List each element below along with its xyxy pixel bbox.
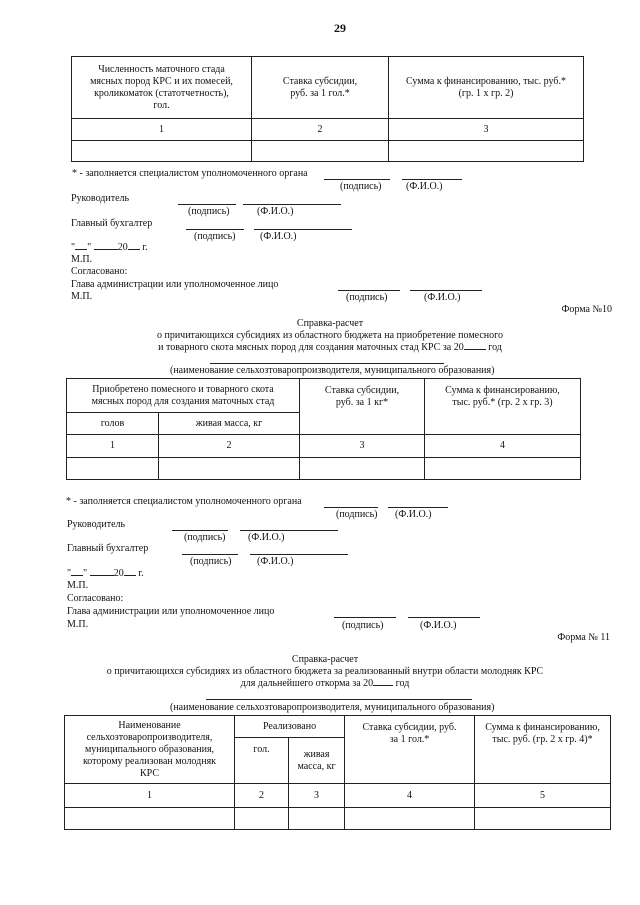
footnote-2: * - заполняется специалистом уполномоченного органа (66, 496, 302, 507)
fio-7: (Ф.И.О.) (257, 556, 294, 567)
fio-2: (Ф.И.О.) (257, 206, 294, 217)
podpis-8: (подпись) (342, 620, 384, 631)
fio-3: (Ф.И.О.) (260, 231, 297, 242)
podpis-4: (подпись) (346, 292, 388, 303)
t1-cell-2[interactable] (252, 141, 389, 162)
f10-colnum-3: 3 (300, 435, 425, 458)
fio-8: (Ф.И.О.) (420, 620, 457, 631)
f11-colnum-1: 1 (65, 784, 235, 808)
form11-label: Форма № 11 (557, 632, 610, 643)
f10-header-massa: живая масса, кг (159, 413, 300, 435)
f10-cell-2[interactable] (159, 458, 300, 480)
f10-cell-4[interactable] (425, 458, 581, 480)
form11-subtitle-1: о причитающихся субсидиях из областного бюджета за реализованный внутри области молодняк КРС (106, 666, 544, 677)
t1-header-summa: Сумма к финансированию, тыс. руб.* (гр. 1 х гр. 2) (389, 57, 584, 119)
podpis-6: (подпись) (184, 532, 226, 543)
form10-label: Форма №10 (561, 304, 612, 315)
t1-colnum-1: 1 (72, 119, 252, 141)
form10-title: Справка-расчет (296, 318, 364, 329)
glava-2: Глава администрации или уполномоченное лицо (67, 606, 275, 617)
t1-colnum-2: 2 (252, 119, 389, 141)
t1-cell-3[interactable] (389, 141, 584, 162)
f11-header-stavka: Ставка субсидии, руб. за 1 гол.* (345, 716, 475, 784)
podpis-5: (подпись) (336, 509, 378, 520)
f11-colnum-4: 4 (345, 784, 475, 808)
f11-header-massa: живая масса, кг (289, 738, 345, 784)
f10-colnum-4: 4 (425, 435, 581, 458)
podpis-3: (подпись) (194, 231, 236, 242)
f11-colnum-5: 5 (475, 784, 611, 808)
t1-header-stavka: Ставка субсидии, руб. за 1 гол.* (252, 57, 389, 119)
f11-colnum-3: 3 (289, 784, 345, 808)
f11-header-summa: Сумма к финансированию, тыс. руб. (гр. 2 х гр. 4)* (475, 716, 611, 784)
f10-header-group: Приобретено помесного и товарного скота мясных пород для создания маточных стад (67, 379, 300, 413)
mp-3: М.П. (67, 580, 89, 591)
form10-subtitle-1: о причитающихся субсидиях из областного бюджета на приобретение помесного (156, 330, 504, 341)
rukovoditel-2: Руководитель (67, 519, 126, 530)
fio-4: (Ф.И.О.) (424, 292, 461, 303)
page-number: 29 (334, 21, 346, 35)
mp-4: М.П. (67, 619, 89, 630)
soglasovano-1: Согласовано: (71, 266, 128, 277)
f11-colnum-2: 2 (235, 784, 289, 808)
f11-cell-4[interactable] (345, 808, 475, 830)
f10-header-summa: Сумма к финансированию, тыс. руб.* (гр. 2 х гр. 3) (425, 379, 581, 435)
date-line-2: " " 20 г. (67, 568, 144, 579)
f11-header-real: Реализовано (235, 716, 345, 738)
f10-header-stavka: Ставка субсидии, руб. за 1 кг* (300, 379, 425, 435)
buhgalter-1: Главный бухгалтер (71, 218, 153, 229)
naim-2: (наименование сельхозтоваропроизводителя, муниципального образования) (170, 702, 495, 713)
f11-cell-1[interactable] (65, 808, 235, 830)
f11-cell-5[interactable] (475, 808, 611, 830)
glava-1: Глава администрации или уполномоченное лицо (71, 279, 279, 290)
podpis-2: (подпись) (188, 206, 230, 217)
fio-1: (Ф.И.О.) (406, 181, 443, 192)
podpis-1: (подпись) (340, 181, 382, 192)
date-line-1: " " 20 г. (71, 242, 148, 253)
footnote-1: * - заполняется специалистом уполномоченного органа (72, 168, 308, 179)
buhgalter-2: Главный бухгалтер (67, 543, 149, 554)
t1-cell-1[interactable] (72, 141, 252, 162)
f10-cell-1[interactable] (67, 458, 159, 480)
form10-subtitle-2: и товарного скота мясных пород для создания маточных стад КРС за 20 год (158, 342, 502, 353)
mp-2: М.П. (71, 291, 93, 302)
f10-header-golov: голов (67, 413, 159, 435)
form11-title: Справка-расчет (291, 654, 359, 665)
f10-colnum-1: 1 (67, 435, 159, 458)
f11-header-naim: Наименование сельхозтоваропроизводителя, муниципального образования, которому реализован молодняк КРС (65, 716, 235, 784)
t1-colnum-3: 3 (389, 119, 584, 141)
mp-1: М.П. (71, 254, 93, 265)
f10-colnum-2: 2 (159, 435, 300, 458)
soglasovano-2: Согласовано: (67, 593, 124, 604)
form11-table (64, 715, 611, 830)
naim-1: (наименование сельхозтоваропроизводителя, муниципального образования) (170, 365, 495, 376)
f11-cell-3[interactable] (289, 808, 345, 830)
fio-5: (Ф.И.О.) (395, 509, 432, 520)
rukovoditel-1: Руководитель (71, 193, 130, 204)
f10-cell-3[interactable] (300, 458, 425, 480)
table-1 (71, 56, 584, 162)
form10-table (66, 378, 581, 480)
form11-subtitle-2: для дальнейшего откорма за 20 год (240, 678, 410, 689)
podpis-7: (подпись) (190, 556, 232, 567)
fio-6: (Ф.И.О.) (248, 532, 285, 543)
f11-header-gol: гол. (235, 738, 289, 784)
t1-header-chislennost: Численность маточного стада мясных пород КРС и их помесей, кроликоматок (статотчетность), гол. (72, 57, 252, 119)
f11-cell-2[interactable] (235, 808, 289, 830)
